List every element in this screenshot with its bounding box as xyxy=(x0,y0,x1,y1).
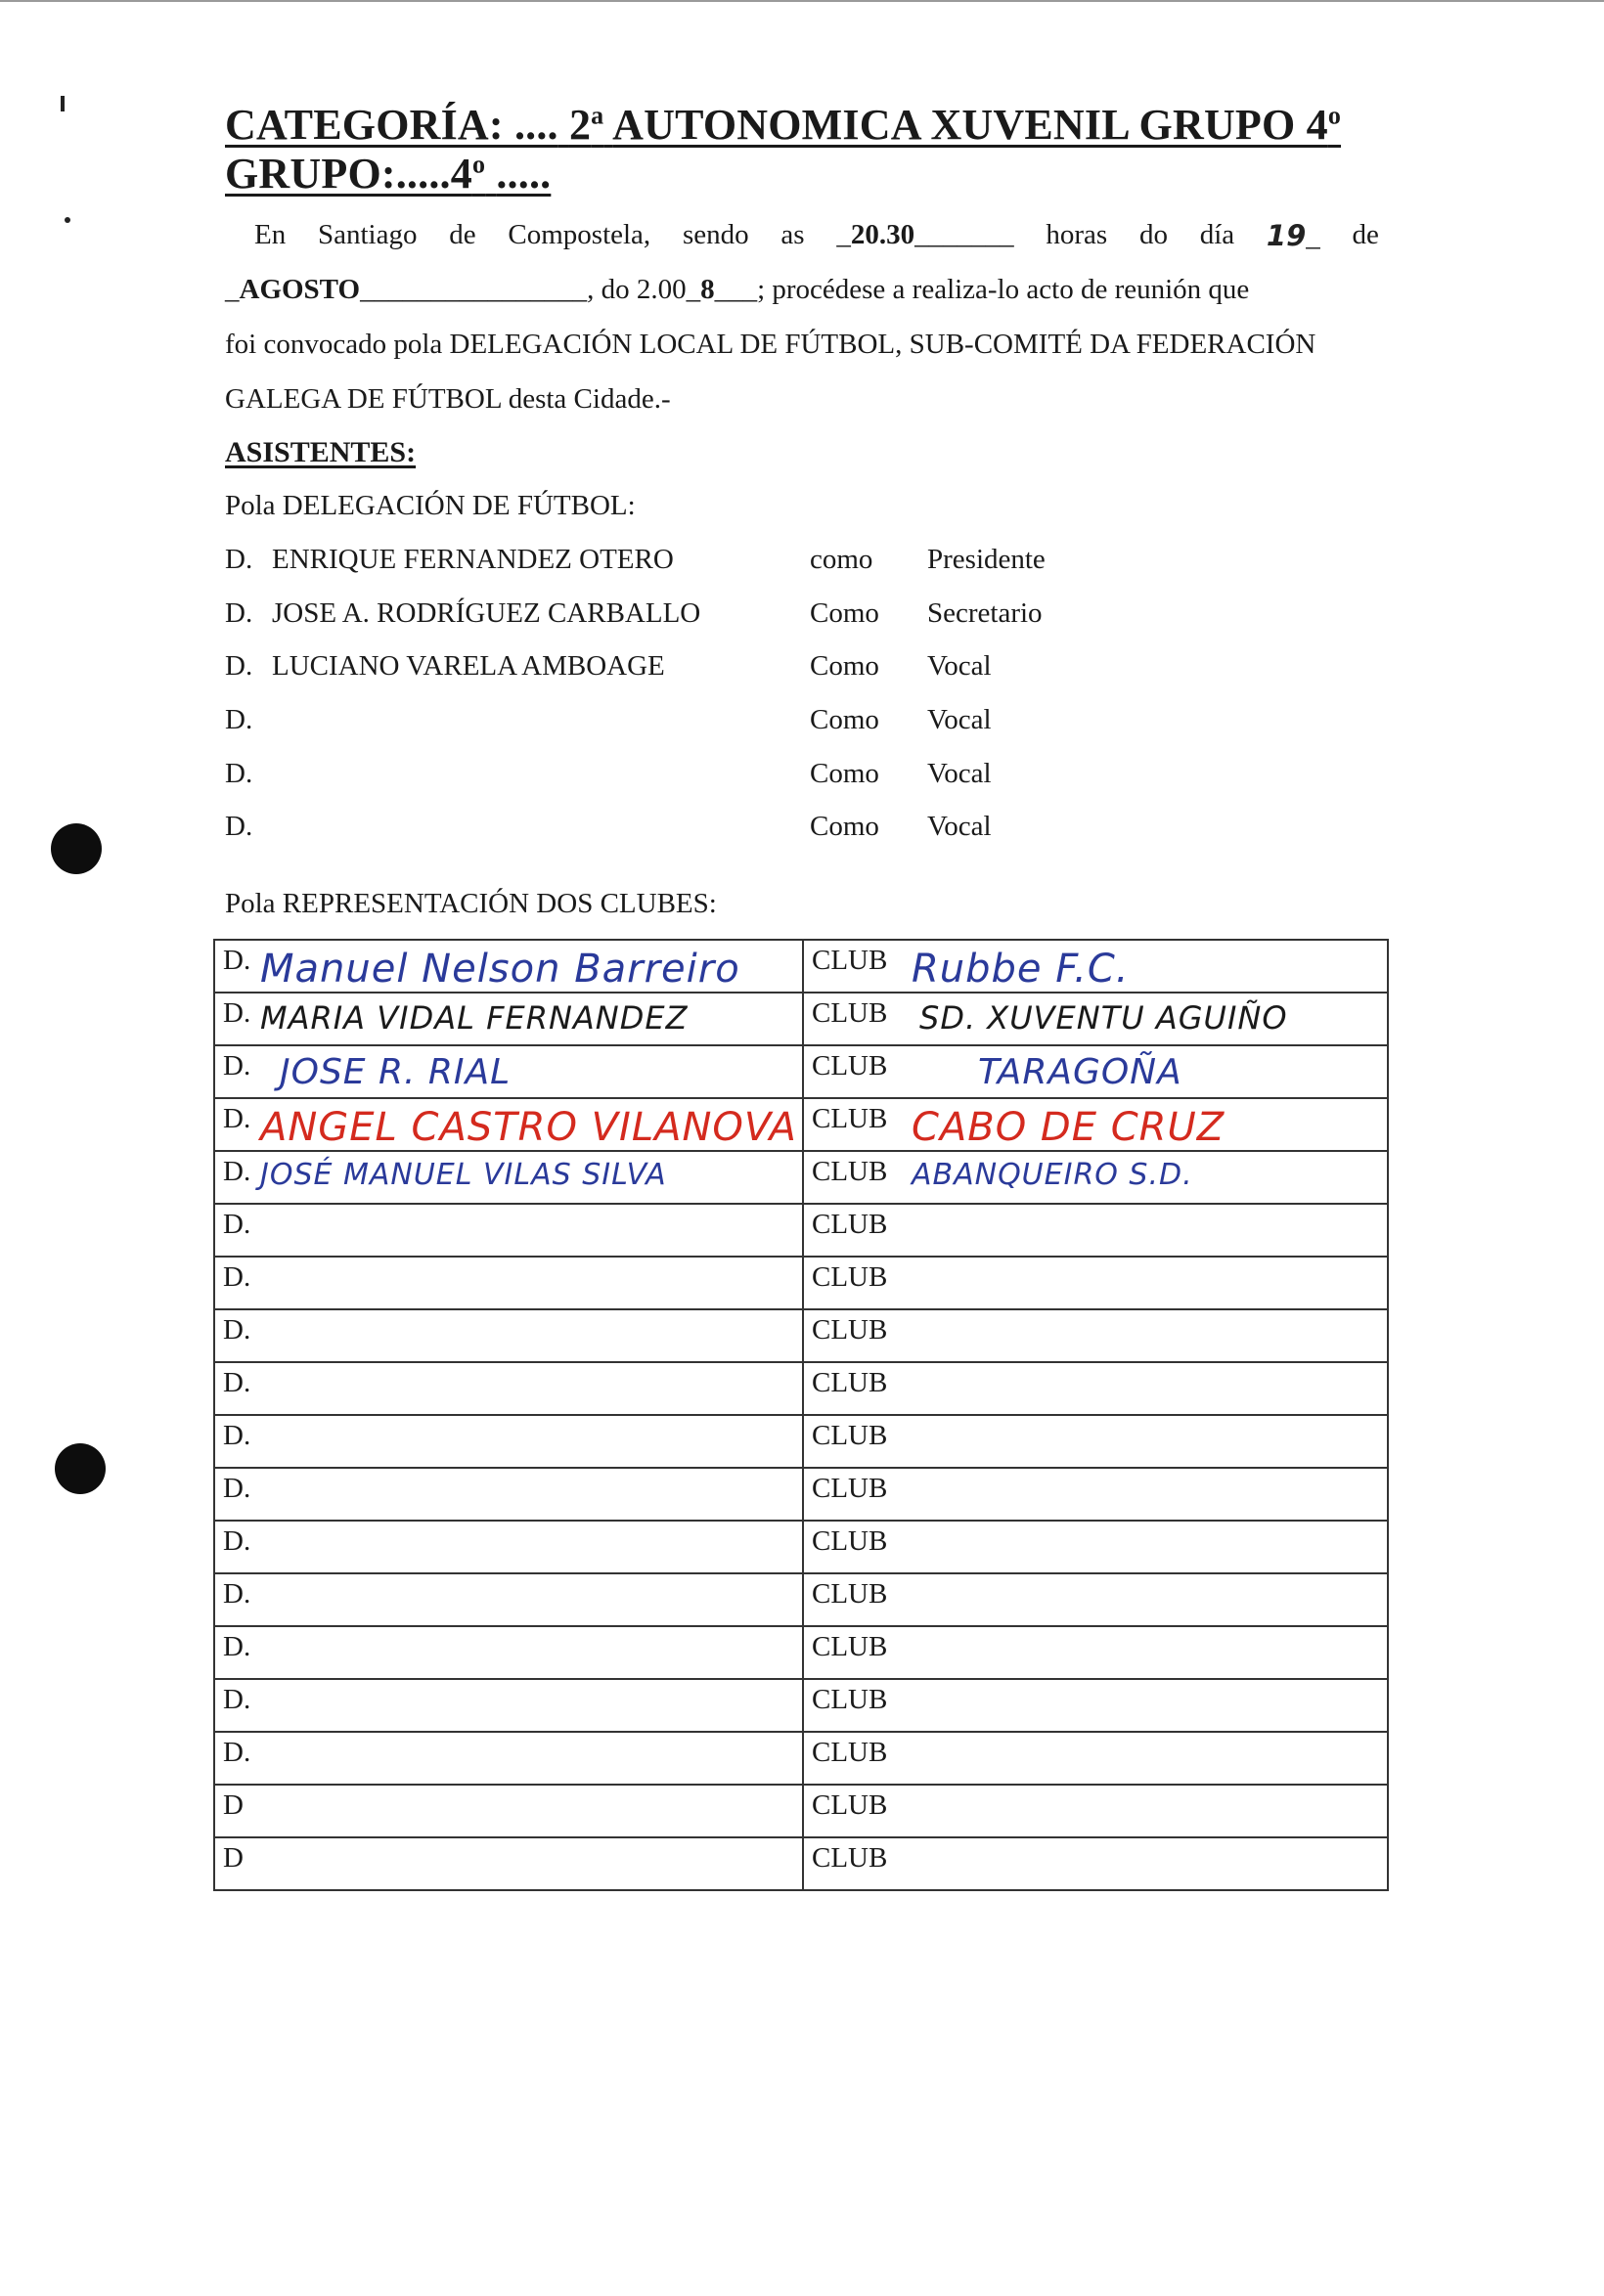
member-row: D. Como Vocal xyxy=(225,811,992,842)
club-cell xyxy=(803,1204,1388,1257)
club-row xyxy=(214,1468,1388,1521)
club-row xyxy=(214,1415,1388,1468)
hour-field: _20.30_______ xyxy=(836,219,1014,250)
scan-mark xyxy=(61,96,65,111)
clubs-heading: Pola REPRESENTACIÓN DOS CLUBES: xyxy=(225,888,717,919)
representative-cell xyxy=(214,1151,803,1204)
club-row xyxy=(214,1732,1388,1785)
club-label: CLUB xyxy=(812,1578,888,1610)
club-row xyxy=(214,1257,1388,1309)
club-cell xyxy=(803,1098,1388,1151)
intro-line-2: _AGOSTO________________, do 2.00_8___; procédese a realiza-lo acto de reunión que xyxy=(225,274,1250,305)
representative-name: MARIA VIDAL FERNANDEZ xyxy=(260,999,689,1037)
club-row xyxy=(214,1521,1388,1573)
month-value: AGOSTO xyxy=(239,274,361,305)
club-label: CLUB xyxy=(812,1684,888,1715)
day-field: 19_ xyxy=(1266,219,1320,252)
club-label: CLUB xyxy=(812,1209,888,1240)
representative-name: JOSE R. RIAL xyxy=(280,1052,512,1092)
club-label: CLUB xyxy=(812,1631,888,1662)
representative-prefix: D. xyxy=(223,1209,251,1240)
club-label: CLUB xyxy=(812,1525,888,1557)
representative-prefix: D. xyxy=(223,1737,251,1768)
representative-cell xyxy=(214,1573,803,1626)
representative-prefix: D. xyxy=(223,1050,251,1082)
scan-top-border xyxy=(0,0,1604,2)
club-label: CLUB xyxy=(812,1420,888,1451)
club-row xyxy=(214,1785,1388,1837)
member-row: D. LUCIANO VARELA AMBOAGE Como Vocal xyxy=(225,650,992,682)
punch-hole-top xyxy=(51,823,102,874)
club-name: SD. XUVENTU AGUIÑO xyxy=(919,999,1288,1037)
club-cell xyxy=(803,1309,1388,1362)
club-label: CLUB xyxy=(812,1789,888,1821)
club-cell xyxy=(803,1785,1388,1837)
representative-prefix: D xyxy=(223,1842,244,1874)
representative-prefix: D. xyxy=(223,1367,251,1398)
representative-prefix: D. xyxy=(223,1261,251,1293)
representative-prefix: D. xyxy=(223,1684,251,1715)
representative-prefix: D xyxy=(223,1789,244,1821)
club-label: CLUB xyxy=(812,1473,888,1504)
year-digit: 8 xyxy=(700,274,715,305)
club-cell xyxy=(803,1732,1388,1785)
representative-prefix: D. xyxy=(223,1156,251,1187)
representative-cell xyxy=(214,1521,803,1573)
representative-cell xyxy=(214,1468,803,1521)
clubs-table xyxy=(213,939,1389,1891)
representative-prefix: D. xyxy=(223,1103,251,1134)
representative-cell xyxy=(214,1679,803,1732)
representative-cell xyxy=(214,1626,803,1679)
club-row xyxy=(214,1098,1388,1151)
club-name: TARAGOÑA xyxy=(978,1052,1182,1092)
representative-cell xyxy=(214,1045,803,1098)
club-row xyxy=(214,1626,1388,1679)
club-label: CLUB xyxy=(812,1261,888,1293)
club-label: CLUB xyxy=(812,1842,888,1874)
representative-cell xyxy=(214,1309,803,1362)
club-name: Rubbe F.C. xyxy=(912,947,1130,992)
club-cell xyxy=(803,1468,1388,1521)
club-label: CLUB xyxy=(812,997,888,1029)
grupo-title: GRUPO:.....4$^o$ ..... xyxy=(225,150,552,198)
club-name: CABO DE CRUZ xyxy=(912,1105,1225,1150)
member-row: D. ENRIQUE FERNANDEZ OTERO como Presidente xyxy=(225,544,1046,575)
club-row xyxy=(214,1837,1388,1890)
club-cell xyxy=(803,1573,1388,1626)
club-cell xyxy=(803,1415,1388,1468)
representative-cell xyxy=(214,940,803,993)
representative-cell xyxy=(214,1098,803,1151)
club-label: CLUB xyxy=(812,1314,888,1346)
representative-cell xyxy=(214,1785,803,1837)
club-label: CLUB xyxy=(812,945,888,976)
representative-prefix: D. xyxy=(223,997,251,1029)
club-cell xyxy=(803,1521,1388,1573)
representative-name: ANGEL CASTRO VILANOVA xyxy=(260,1105,797,1150)
representative-cell xyxy=(214,1415,803,1468)
club-cell xyxy=(803,1837,1388,1890)
punch-hole-bottom xyxy=(55,1443,106,1494)
club-label: CLUB xyxy=(812,1737,888,1768)
club-label: CLUB xyxy=(812,1156,888,1187)
representative-prefix: D. xyxy=(223,1631,251,1662)
club-row xyxy=(214,993,1388,1045)
club-label: CLUB xyxy=(812,1050,888,1082)
representative-cell xyxy=(214,993,803,1045)
club-cell xyxy=(803,1679,1388,1732)
club-row xyxy=(214,1362,1388,1415)
representative-prefix: D. xyxy=(223,945,251,976)
club-row xyxy=(214,940,1388,993)
representative-prefix: D. xyxy=(223,1525,251,1557)
representative-cell xyxy=(214,1257,803,1309)
representative-cell xyxy=(214,1362,803,1415)
club-row xyxy=(214,1573,1388,1626)
club-row xyxy=(214,1679,1388,1732)
representative-prefix: D. xyxy=(223,1314,251,1346)
representative-cell xyxy=(214,1732,803,1785)
representative-name: Manuel Nelson Barreiro xyxy=(260,947,740,992)
club-label: CLUB xyxy=(812,1103,888,1134)
club-cell xyxy=(803,940,1388,993)
club-cell xyxy=(803,1257,1388,1309)
club-cell xyxy=(803,1151,1388,1204)
representative-cell xyxy=(214,1204,803,1257)
representative-prefix: D. xyxy=(223,1420,251,1451)
intro-line-3: foi convocado pola DELEGACIÓN LOCAL DE FÚTBOL, SUB-COMITÉ DA FEDERACIÓN xyxy=(225,329,1316,360)
representative-name: JOSÉ MANUEL VILAS SILVA xyxy=(260,1158,667,1192)
delegacion-label: Pola DELEGACIÓN DE FÚTBOL: xyxy=(225,490,636,521)
club-name: ABANQUEIRO S.D. xyxy=(912,1158,1193,1192)
club-row xyxy=(214,1045,1388,1098)
intro-line-4: GALEGA DE FÚTBOL desta Cidade.- xyxy=(225,383,671,415)
intro-line-1: En Santiago de Compostela, sendo as _20.30_______ horas do día 19_ de xyxy=(254,219,1379,252)
categoria-title: CATEGORÍA: .... 2$^a$ AUTONOMICA XUVENIL GRUPO 4$^o$ xyxy=(225,101,1342,149)
club-cell xyxy=(803,1362,1388,1415)
club-cell xyxy=(803,993,1388,1045)
club-label: CLUB xyxy=(812,1367,888,1398)
representative-cell xyxy=(214,1837,803,1890)
scan-mark xyxy=(65,217,70,223)
member-row: D. JOSE A. RODRÍGUEZ CARBALLO Como Secretario xyxy=(225,597,1043,629)
club-row xyxy=(214,1151,1388,1204)
member-row: D. Como Vocal xyxy=(225,704,992,735)
asistentes-heading: ASISTENTES: xyxy=(225,436,417,468)
representative-prefix: D. xyxy=(223,1473,251,1504)
club-row xyxy=(214,1309,1388,1362)
club-cell xyxy=(803,1626,1388,1679)
representative-prefix: D. xyxy=(223,1578,251,1610)
club-row xyxy=(214,1204,1388,1257)
club-cell xyxy=(803,1045,1388,1098)
member-row: D. Como Vocal xyxy=(225,758,992,789)
